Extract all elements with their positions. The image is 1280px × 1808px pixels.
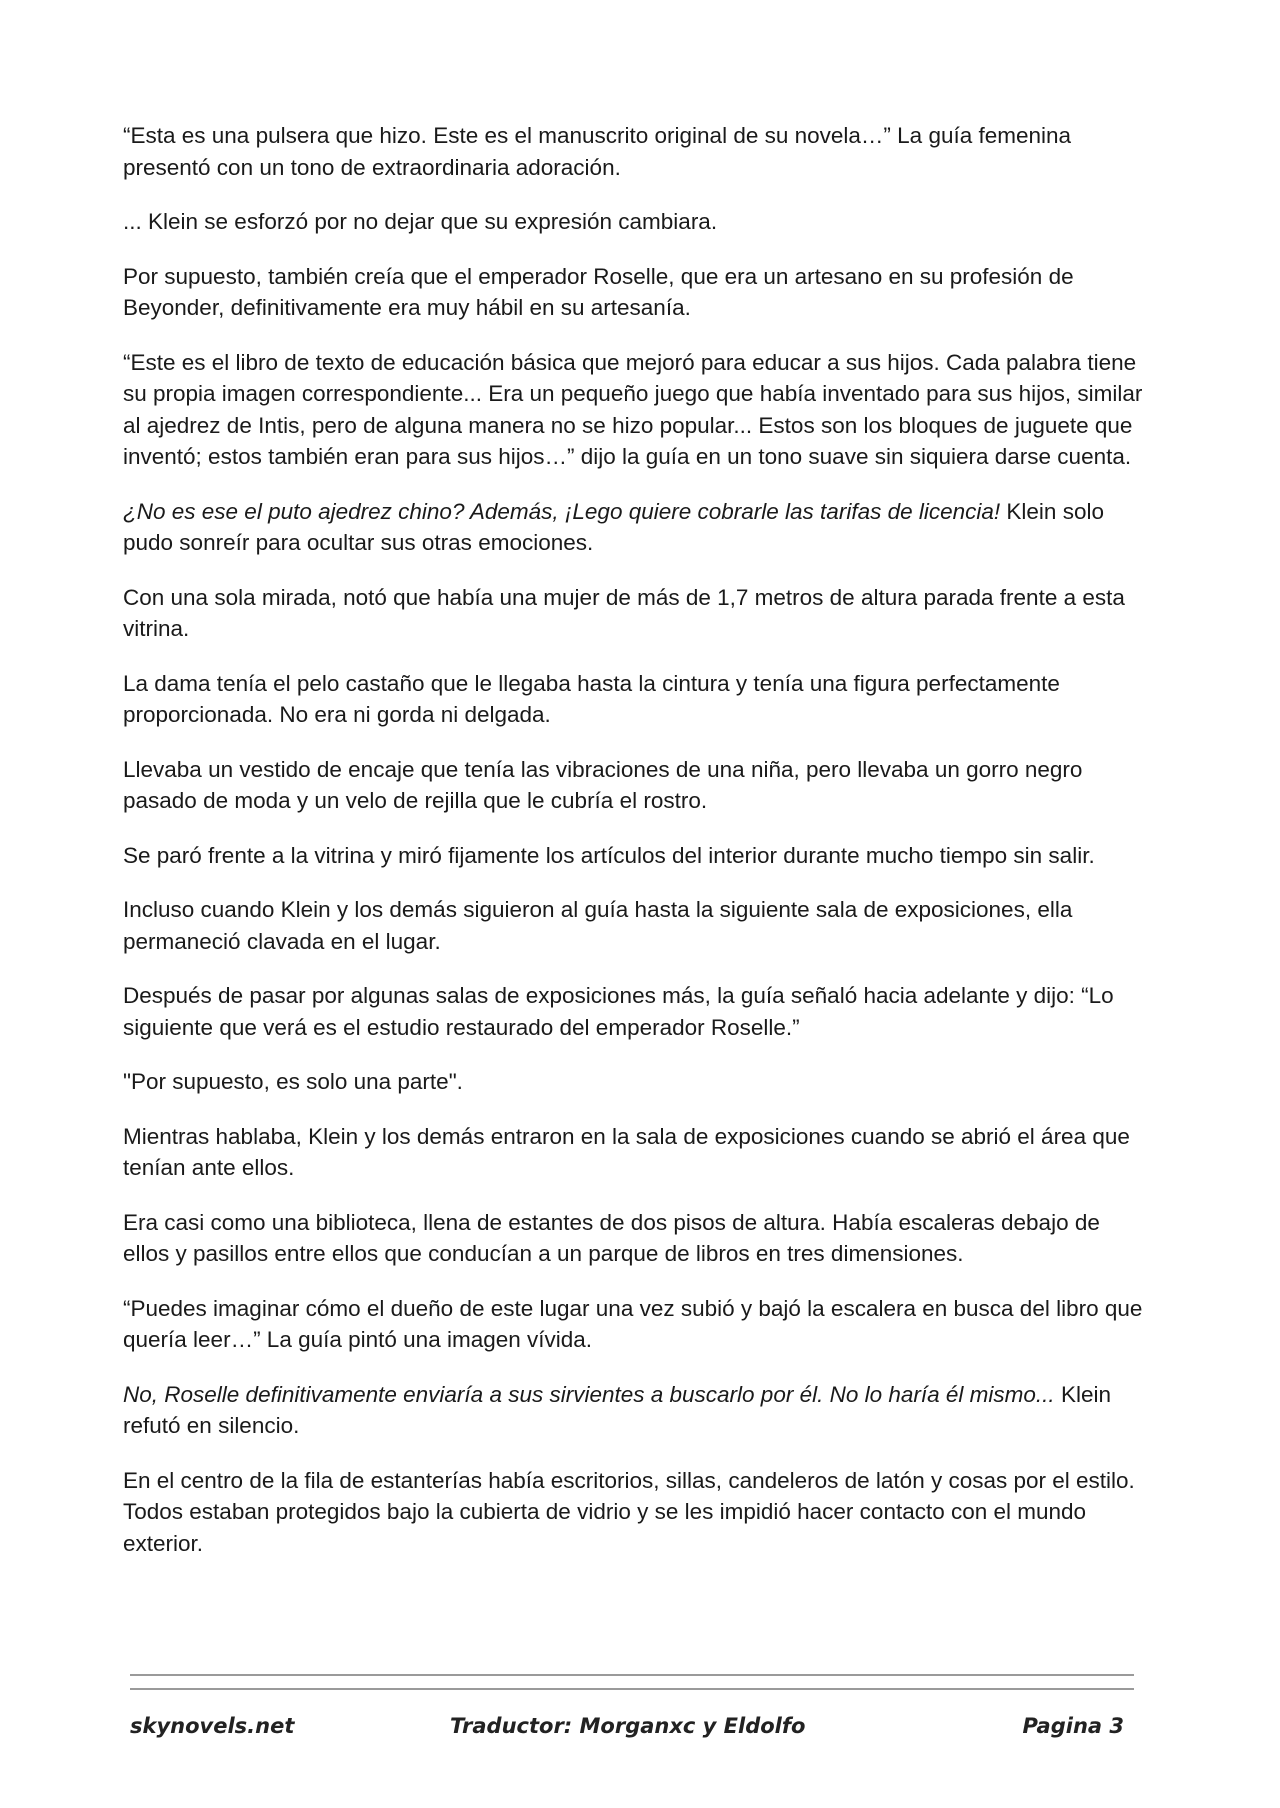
paragraph-text: La dama tenía el pelo castaño que le llegaba hasta la cintura y tenía una figura perfectamente proporcionada. No era ni gorda ni delgada.	[123, 670, 1060, 727]
paragraph-italic-text: No, Roselle definitivamente enviaría a sus sirvientes a buscarlo por él. No lo haría él mismo...	[123, 1381, 1055, 1407]
paragraph	[123, 668, 1143, 731]
footer-site: skynovels.net	[130, 1714, 295, 1738]
footer-translator: Traductor: Morganxc y Eldolfo	[450, 1714, 806, 1738]
page-footer	[130, 1714, 1134, 1750]
paragraph-text: Con una sola mirada, notó que había una mujer de más de 1,7 metros de altura parada frente a esta vitrina.	[123, 584, 1125, 641]
paragraph	[123, 120, 1143, 183]
document-body	[123, 120, 1143, 1582]
paragraph-text: Klein refutó en silencio.	[123, 1381, 1111, 1438]
paragraph-text: Después de pasar por algunas salas de exposiciones más, la guía señaló hacia adelante y dijo: “Lo siguiente que verá es el estudio restaurado del emperador Roselle.”	[123, 983, 1114, 1040]
paragraph-text: En el centro de la fila de estanterías había escritorios, sillas, candeleros de latón y cosas por el estilo. Todos estaban protegidos bajo la cubierta de vidrio y se les impidió hacer contacto con el mundo exterior.	[123, 1467, 1135, 1556]
footer-divider-top	[130, 1674, 1134, 1676]
paragraph-italic-text: ¿No es ese el puto ajedrez chino? Además, ¡Lego quiere cobrarle las tarifas de licencia!	[123, 498, 1001, 524]
paragraph	[123, 1465, 1143, 1560]
paragraph-text: "Por supuesto, es solo una parte".	[123, 1069, 463, 1094]
paragraph	[123, 754, 1143, 817]
paragraph	[123, 894, 1143, 957]
paragraph	[123, 1121, 1143, 1184]
paragraph-text: “Esta es una pulsera que hizo. Este es el manuscrito original de su novela…” La guía femenina presentó con un tono de extraordinaria adoración.	[123, 123, 1072, 180]
paragraph	[123, 261, 1143, 324]
paragraph-text: Por supuesto, también creía que el emperador Roselle, que era un artesano en su profesión de Beyonder, definitivamente era muy hábil en su artesanía.	[123, 263, 1074, 320]
paragraph	[123, 206, 1143, 238]
footer-page-number: Pagina 3	[1022, 1714, 1124, 1738]
paragraph-text: “Este es el libro de texto de educación básica que mejoró para educar a sus hijos. Cada palabra tiene su propia imagen correspondiente... Era un pequeño juego que había inventado para sus hijos, similar al ajedrez de Intis, pero de alguna manera no se hizo popular... Estos son los bloques de juguete que inventó; estos también eran para sus hijos…” dijo la guía en un tono suave sin siquiera darse cuenta.	[123, 349, 1143, 469]
paragraph-text: Incluso cuando Klein y los demás siguieron al guía hasta la siguiente sala de exposiciones, ella permaneció clavada en el lugar.	[123, 897, 1073, 954]
paragraph	[123, 1066, 1143, 1098]
paragraph-text: “Puedes imaginar cómo el dueño de este lugar una vez subió y bajó la escalera en busca del libro que quería leer…” La guía pintó una imagen vívida.	[123, 1295, 1143, 1352]
paragraph-text: Klein solo pudo sonreír para ocultar sus otras emociones.	[123, 498, 1104, 555]
paragraph-text: Llevaba un vestido de encaje que tenía las vibraciones de una niña, pero llevaba un gorro negro pasado de moda y un velo de rejilla que le cubría el rostro.	[123, 756, 1083, 813]
paragraph	[123, 582, 1143, 645]
paragraph	[123, 1379, 1143, 1442]
paragraph	[123, 1207, 1143, 1270]
paragraph	[123, 496, 1143, 559]
paragraph-text: Mientras hablaba, Klein y los demás entraron en la sala de exposiciones cuando se abrió el área que tenían ante ellos.	[123, 1123, 1130, 1180]
paragraph	[123, 347, 1143, 473]
paragraph-text: Era casi como una biblioteca, llena de estantes de dos pisos de altura. Había escaleras debajo de ellos y pasillos entre ellos que conducían a un parque de libros en tres dimensiones.	[123, 1209, 1100, 1266]
footer-divider-bottom	[130, 1688, 1134, 1690]
paragraph	[123, 980, 1143, 1043]
paragraph	[123, 840, 1143, 872]
paragraph-text: Se paró frente a la vitrina y miró fijamente los artículos del interior durante mucho tiempo sin salir.	[123, 842, 1095, 868]
paragraph	[123, 1293, 1143, 1356]
paragraph-text: ... Klein se esforzó por no dejar que su expresión cambiara.	[123, 209, 718, 234]
